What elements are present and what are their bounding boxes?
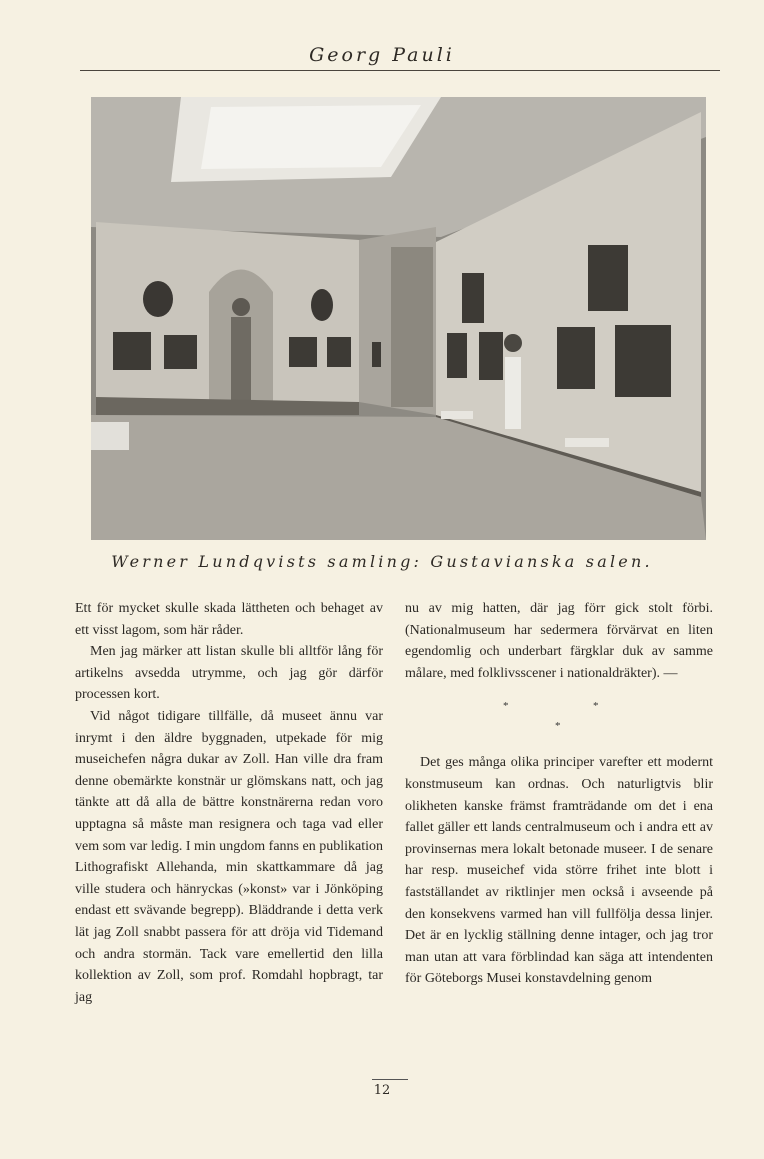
paragraph: Vid något tidigare tillfälle, då museet ännu var inrymt i den äldre byggnaden, utpekade för mig museichefen några dukar av Zoll. Han ville dra fram denne obemärkte konstnär ur glömskans natt, och jag tänkte att då alla de bättre konstnärerna redan voro upptagna så måste man resignera och taga vad eller vem som var ledig. I min ungdom fanns en publikation Lithografiskt Allehanda, min skattkammare då jag ville studera och hänryckas (»konst» var i Jönköping endast ett svävande begrepp). Bläddrande i detta verk lät jag Zoll snabbt passera för att dröja vid Tidemand och andra stormän. Tack vare emellertid den lilla kollektion av Zoll, som prof. Romdahl hopbragt, tar jag	[75, 708, 383, 1005]
figure-caption: Werner Lundqvists samling: Gustavianska salen.	[111, 552, 653, 571]
paragraph: nu av mig hatten, där jag förr gick stolt förbi. (Nationalmuseum har sedermera förvärvat en liten egendomlig och underbart färgklar duk av samme målare, med folklivsscener i nationaldräkter). —	[405, 601, 713, 681]
paragraph: Det ges många olika principer varefter ett modernt konstmuseum kan ordnas. Och naturligtvis blir olikheten kanske främst framträdande om det i ena fallet gäller ett lands centralmuseum och i andra ett av provinsernas mera lokalt betonade museer. I de senare har resp. museichef vida större frihet inte blott i fastställandet av riktlinjer men också i avseende på den konsekvens varmed han vill fullfölja dessa linjer. Det är en lycklig ställning denne intager, och jag tror man utan att vara förblindad kan säga att intendenten för Göteborgs Musei konstavdelning genom	[405, 755, 713, 987]
separator-star: *	[555, 720, 561, 733]
running-title: Georg Pauli	[309, 44, 455, 66]
separator-star: *	[503, 700, 509, 713]
page-number: 12	[373, 1083, 391, 1098]
right-column	[405, 598, 713, 990]
left-column	[75, 598, 383, 1008]
header-rule	[80, 70, 720, 71]
paragraph: Men jag märker att listan skulle bli alltför lång för artikelns avsedda utrymme, och jag gör därför processen kort.	[75, 644, 383, 703]
page-number-rule	[372, 1079, 408, 1080]
gallery-photo-drawing	[91, 97, 706, 540]
paragraph: Ett för mycket skulle skada lättheten och behaget av ett visst lagom, som här råder.	[75, 601, 383, 638]
section-separator	[405, 692, 713, 736]
separator-star: *	[593, 700, 599, 713]
gallery-photo	[91, 97, 706, 540]
